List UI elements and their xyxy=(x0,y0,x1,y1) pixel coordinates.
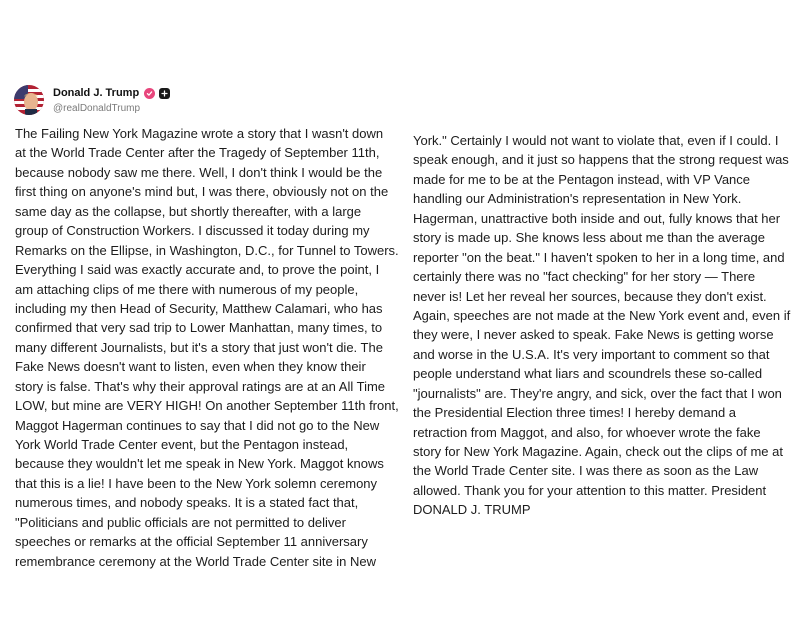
display-name[interactable]: Donald J. Trump xyxy=(53,87,140,99)
post-text-line: the Presidential Election three times! I hereby demand a xyxy=(413,405,737,421)
post-text-line: Again, speeches are not made at the New York event and, even if xyxy=(413,307,791,323)
user-handle[interactable]: @realDonaldTrump xyxy=(53,103,141,114)
post-text-line: story is made up. She knows less about me than the average xyxy=(413,230,765,246)
post-text-line: including my then Head of Security, Matthew Calamari, who has xyxy=(15,300,383,316)
post-text-line: York." Certainly I would not want to violate that, even if I could. I xyxy=(413,133,779,148)
post-text-line: speeches or remarks at the official September 11 anniversary xyxy=(15,534,368,550)
post-text-line: same day as the collapse, but shortly thereafter, with a large xyxy=(15,203,362,219)
post-text-line: LOW, but mine are VERY HIGH! On another September 11th front, xyxy=(15,398,399,414)
post-text-line: remembrance ceremony at the World Trade Center site in New xyxy=(15,553,377,569)
post-text-line: that this is a lie! I have been to the New York solemn ceremony xyxy=(15,475,378,491)
plus-icon[interactable] xyxy=(159,88,170,99)
post-text-line: never is! Let her reveal her sources, because they don't exist. xyxy=(413,288,767,304)
post-text-right-column xyxy=(413,131,790,520)
post-text-line: "journalists" are. They're angry, and sick, over the fact that I won xyxy=(413,385,782,401)
avatar[interactable] xyxy=(14,85,44,115)
post-text-line: because nobody saw me there. Well, I don't think I would be the xyxy=(15,164,383,180)
post-text-line: York World Trade Center event, but the Pentagon instead, xyxy=(15,437,349,452)
post-text-line: certainly there was no "fact checking" for her story — There xyxy=(413,269,756,285)
post-text-line: retraction from Maggot, and also, for whoever wrote the fake xyxy=(413,424,761,440)
post-text-line: reporter "on the beat." I haven't spoken to her in a long time, and xyxy=(413,249,785,265)
post-text-line: first thing on anyone's mind but, I was there, obviously not on the xyxy=(15,184,389,200)
author-info xyxy=(53,85,170,114)
post-text-line: and worse in the U.S.A. It's very important to comment so that xyxy=(413,346,770,362)
name-row xyxy=(53,85,170,101)
post-text-line: because they wouldn't let me speak in New York. Maggot knows xyxy=(15,456,384,472)
post-text-line: "Politicians and public officials are not permitted to deliver xyxy=(15,514,346,530)
post-text-line: the World Trade Center site. I was there as soon as the Law xyxy=(413,463,759,479)
post-header xyxy=(14,85,170,115)
post-text-line: made for me to be at the Pentagon instead, with VP Vance xyxy=(413,171,751,187)
post-text-line: numerous times, and nobody speaks. It is a stated fact that, xyxy=(15,495,359,511)
post-text-line: they were, I never asked to speak. Fake News is getting worse xyxy=(413,327,774,343)
post-text-line: group of Construction Workers. I discussed it today during my xyxy=(15,223,370,239)
post-text-line: allowed. Thank you for your attention to this matter. President xyxy=(413,482,767,498)
post-text-line: Everything I said was exactly accurate and, to prove the point, I xyxy=(15,262,380,278)
post-text-line: story for New York Magazine. Again, check out the clips of me at xyxy=(413,444,783,459)
post-text-line: story is false. That's why their approval ratings are at an All Time xyxy=(15,378,386,394)
post-text-line: people understand what liars and scoundrels these so-called xyxy=(413,366,763,382)
post-text-line: many different Journalists, but it's a story that just won't die. The xyxy=(15,339,383,355)
post-text-line: The Failing New York Magazine wrote a story that I wasn't down xyxy=(15,126,384,141)
post-text-left-column xyxy=(15,124,399,571)
post-text-line: handling our Administration's representation in New York. xyxy=(413,191,742,207)
post-text-line: DONALD J. TRUMP xyxy=(413,502,531,518)
post-text-line: confirmed that very sad trip to Lower Manhattan, many times, to xyxy=(15,320,383,336)
post-text-line: Remarks on the Ellipse, in Washington, D.C., for Tunnel to Towers. xyxy=(15,242,399,258)
post-text-line: Fake News doesn't want to listen, even when they know their xyxy=(15,359,366,375)
post-text-line: speak enough, and it just so happens that the strong request was xyxy=(413,152,789,168)
post-text-line: Maggot Hagerman continues to say that I did not go to the New xyxy=(15,417,380,433)
post-text-line: Hagerman, unattractive both inside and out, fully knows that her xyxy=(413,210,781,226)
post-text-line: am attaching clips of me there with numerous of my people, xyxy=(15,281,359,297)
post-text-line: at the World Trade Center after the Tragedy of September 11th, xyxy=(15,145,380,161)
verified-badge-icon xyxy=(144,88,155,99)
